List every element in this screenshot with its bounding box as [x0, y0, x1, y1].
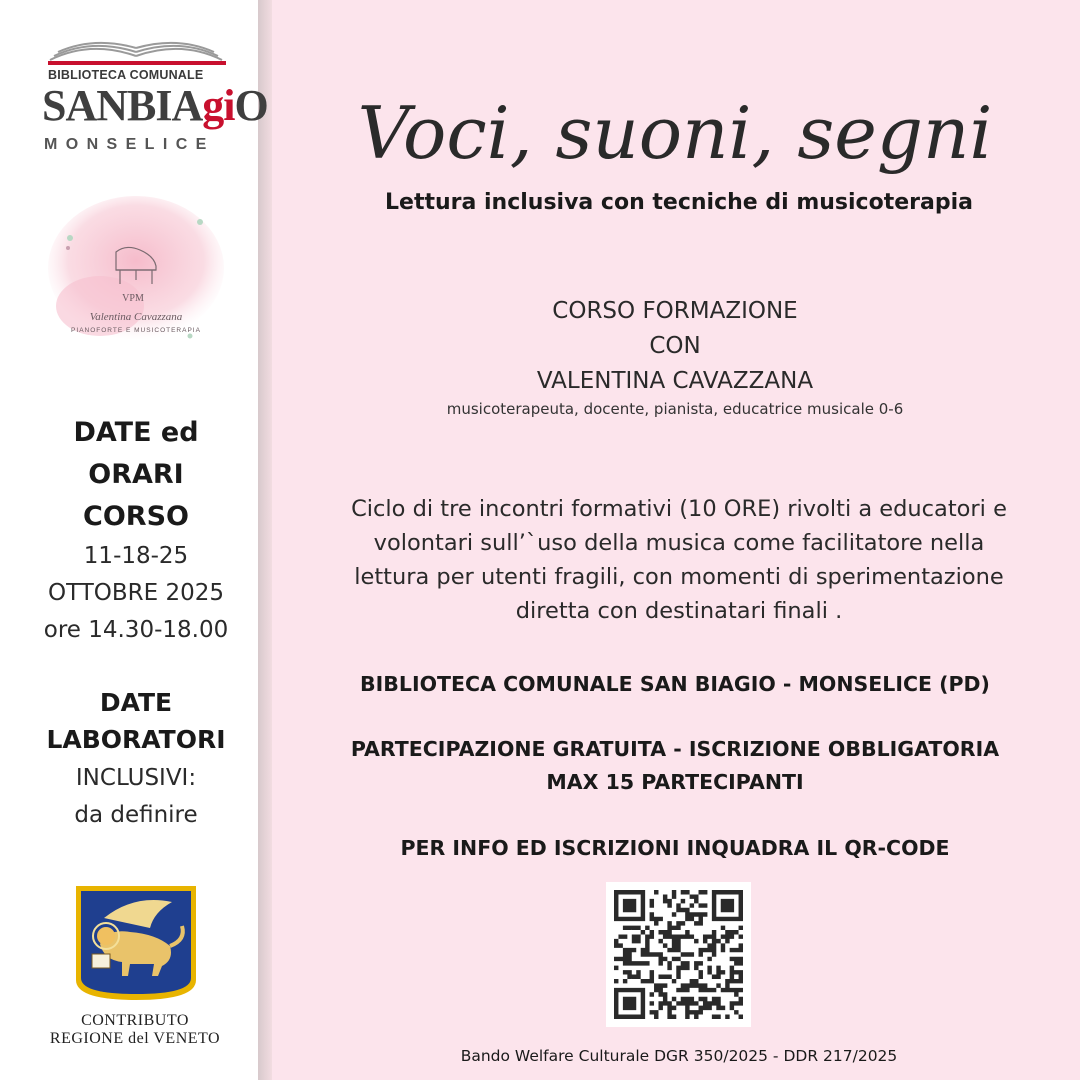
labs-dates-heading: DATE LABORATORI — [46, 688, 226, 754]
location-label: BIBLIOTECA COMUNALE SAN BIAGIO - MONSELICE (PD) — [360, 672, 990, 696]
qr-code-icon — [614, 890, 743, 1019]
open-book-icon — [40, 38, 234, 68]
course-dates-values: 11-18-25 OTTOBRE 2025 ore 14.30-18.00 — [43, 543, 229, 643]
course-dates-heading: DATE ed ORARI CORSO — [73, 417, 199, 532]
page-subtitle: Lettura inclusiva con tecniche di musicoterapia — [385, 190, 973, 215]
svg-text:PIANOFORTE E MUSICOTERAPIA: PIANOFORTE E MUSICOTERAPIA — [71, 327, 201, 334]
library-logo — [40, 38, 268, 158]
footer-note: Bando Welfare Culturale DGR 350/2025 - DDR 217/2025 — [460, 1047, 898, 1065]
svg-text:Voci, suoni, segni: Voci, suoni, segni — [357, 91, 993, 175]
labs-dates-values: INCLUSIVI: da definire — [74, 765, 198, 828]
svg-text:Valentina Cavazzana: Valentina Cavazzana — [89, 311, 183, 323]
qr-instruction: PER INFO ED ISCRIZIONI INQUADRA IL QR-CODE — [400, 836, 950, 860]
svg-text:VPM: VPM — [122, 293, 144, 304]
library-logo-line1: BIBLIOTECA COMUNALE — [48, 68, 204, 82]
qr-code[interactable] — [606, 882, 751, 1027]
trainer-description: musicoterapeuta, docente, pianista, educatrice musicale 0-6 — [446, 400, 904, 418]
course-description: Ciclo di tre incontri formativi (10 ORE) rivolti a educatori e volontari sull’`uso della musica come facilitatore nella lettura per utenti fragili, con momenti di sperimentazione diretta con destinatari finali . — [351, 496, 1007, 624]
lion-of-saint-mark-icon — [74, 884, 198, 1002]
piano-watercolor-icon — [40, 186, 226, 374]
veneto-lion-logo — [74, 884, 198, 1002]
library-logo-name: SANBIAgiO — [42, 81, 268, 130]
contribution-label: CONTRIBUTO REGIONE del VENETO — [49, 1012, 221, 1047]
library-logo-city: MONSELICE — [44, 136, 215, 153]
vpm-logo — [40, 186, 226, 374]
participation-info: PARTECIPAZIONE GRATUITA - ISCRIZIONE OBBLIGATORIA MAX 15 PARTECIPANTI — [350, 737, 1000, 794]
course-title: CORSO FORMAZIONE CON VALENTINA CAVAZZANA — [536, 298, 814, 394]
page-title — [300, 48, 1050, 198]
